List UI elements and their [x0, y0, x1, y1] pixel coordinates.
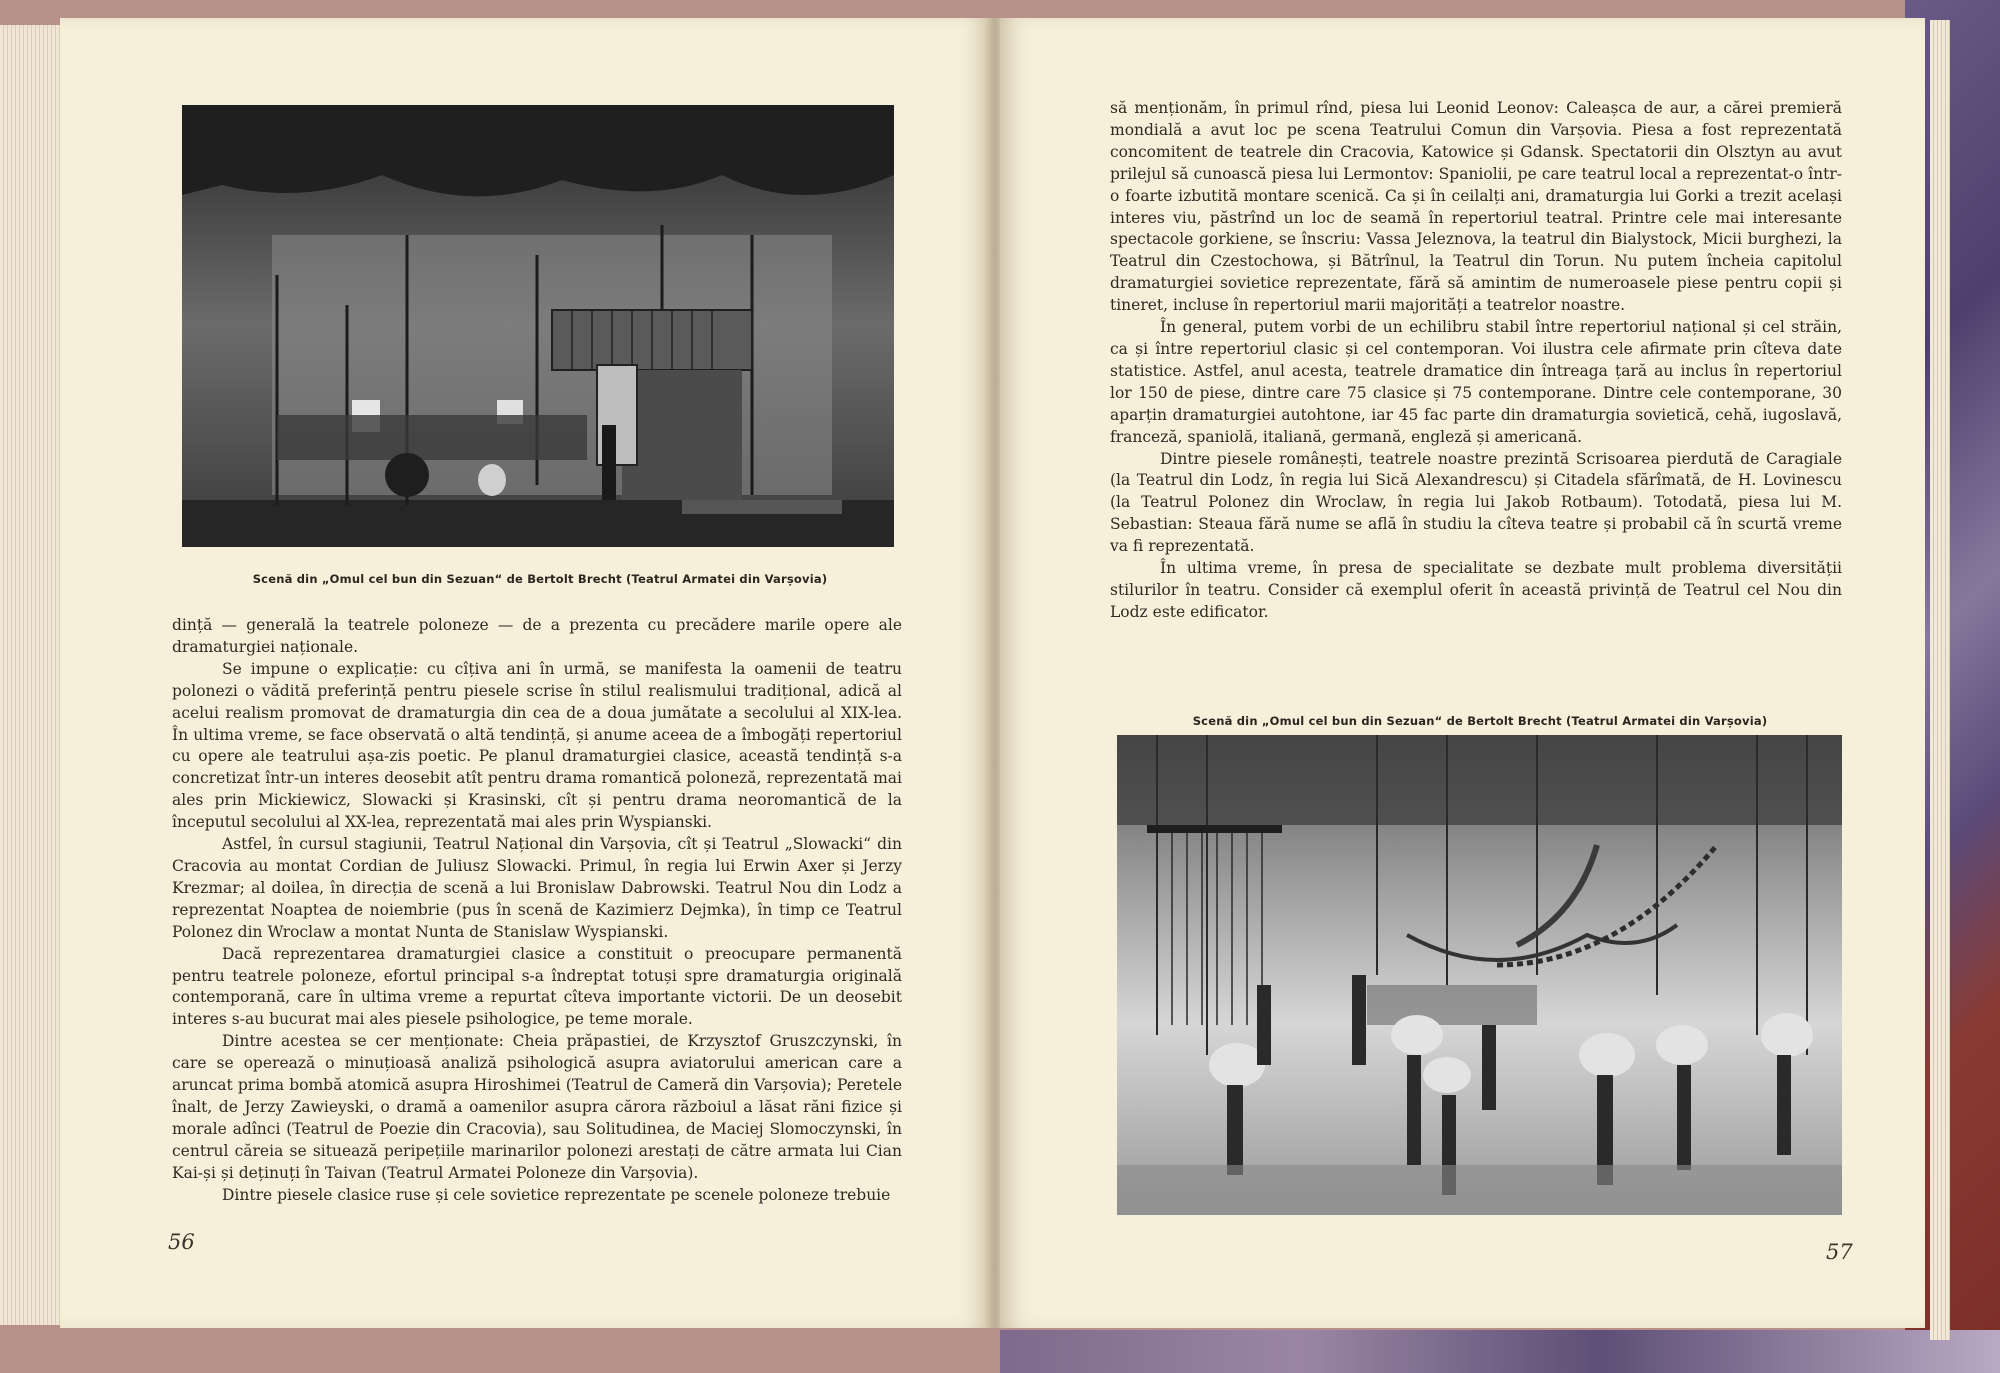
stage-photo-top: [182, 105, 894, 547]
cover-bottom-edge: [1000, 1330, 2000, 1373]
right-page-body: [1110, 98, 1842, 624]
paragraph: Dintre piesele românești, teatrele noastre prezintă Scrisoarea pierdută de Caragiale (la Teatrul din Lodz, în regia lui Sică Alexandrescu) și Citadela sfărîmată, de H. Lovinescu (la Teatrul Polonez din Wroclaw, în regia lui Jakob Rotbaum). Totodată, piesa lui M. Sebastian: Steaua fără nume se află în studiu la cîteva teatre și probabil că în scurtă vreme va fi reprezentată.: [1110, 449, 1842, 556]
paragraph: Dacă reprezentarea dramaturgiei clasice a constituit o preocupare permanentă pentru teatrele poloneze, efortul principal s-a îndreptat totuși spre dramaturgia originală contemporană, care în ultima vreme a repurtat cîteva importante victorii. De un deosebit interes s-au bucurat mai ales piesele psihologice, pe teme morale.: [172, 944, 902, 1029]
paragraph: Dintre piesele clasice ruse și cele sovietice reprezentate pe scenele poloneze trebuie: [222, 1185, 891, 1204]
paragraph: să menționăm, în primul rînd, piesa lui Leonid Leonov: Caleașca de aur, a cărei premieră mondială a avut loc pe scena Teatrului Comun din Varșovia. Piesa a fost reprezentată concomitent de teatrele din Cracovia, Katowice și Gdansk. Spectatorii din Olsztyn au avut prilejul să cunoască piesa lui Lermontov: Spaniolii, pe care teatrul local a reprezentat-o într-o foarte izbutită montare scenică. Ca și în ceilalți ani, dramaturgia lui Gorki a trezit același interes viu, păstrînd un loc de seamă în repertoriul teatral. Printre cele mai interesante spectacole gorkiene, se înscriu: Vassa Jeleznova, la teatrul din Bialystock, Micii burghezi, la Teatrul din Czestochowa, și Bătrînul, la Teatrul din Torun. Nu putem încheia capitolul dramaturgiei sovietice reprezentate, fără să amintim de numeroasele piese pentru copii și tineret, incluse în repertoriul marii majorități a teatrelor noastre.: [1110, 99, 1842, 315]
paragraph: dință — generală la teatrele poloneze — de a prezenta cu precădere marile opere ale dramaturgiei naționale.: [172, 616, 902, 656]
stage-photo-drawing: [1117, 735, 1842, 1215]
page-stack-left: [0, 25, 60, 1325]
right-page: [1000, 18, 1925, 1328]
left-page: [60, 18, 990, 1328]
page-number-right: 57: [1826, 1240, 1853, 1264]
paragraph: În general, putem vorbi de un echilibru stabil între repertoriul național și cel străin, ca și între repertoriul clasic și cel contemporan. Voi ilustra cele afirmate prin cîteva date statistice. Astfel, anul acesta, teatrele dramatice din întreaga țară au inclus în repertoriul lor 150 de piese, dintre care 75 clasice și 75 contemporane. Dintre cele contemporane, 30 aparțin dramaturgiei autohtone, iar 45 fac parte din dramaturgia sovietică, cehă, iugoslavă, franceză, spaniolă, italiană, germană, engleză și americană.: [1110, 318, 1842, 446]
paragraph: Dintre acestea se cer menționate: Cheia prăpastiei, de Krzysztof Gruszczynski, în care se operează o minuțioasă analiză psihologică asupra aviatorului american care a aruncat prima bombă atomică asupra Hiroshimei (Teatrul de Cameră din Varșovia); Peretele înalt, de Jerzy Zawieyski, o dramă a oamenilor asupra cărora războiul a lăsat răni fizice și morale adînci (Teatrul de Poezie din Cracovia), sau Solitudinea, de Maciej Slomoczynski, în centrul căreia se situează peripețiile marinarilor polonezi arestați de către armata lui Cian Kai-și și deținuți în Taivan (Teatrul Armatei Poloneze din Varșovia).: [172, 1032, 902, 1182]
paragraph: Se impune o explicație: cu cîțiva ani în urmă, se manifesta la oamenii de teatru polonezi o vădită preferință pentru piesele scrise în stilul realismului tradițional, adică al acelui realism promovat de dramaturgia din cea de a doua jumătate a secolului al XIX-lea. În ultima vreme, se face observată o altă tendință, și anume aceea de a îmbogăți repertoriul cu opere ale teatrului așa-zis poetic. Pe planul dramaturgiei clasice, această tendință s-a concretizat într-un interes deosebit atît pentru drama romantică poloneză, reprezentată mai ales prin Mickiewicz, Slowacki și Krasinski, cît și pentru drama neoromantică de la începutul secolului al XX-lea, reprezentată mai ales prin Wyspianski.: [172, 659, 902, 832]
page-stack-right: [1930, 20, 1950, 1340]
stage-photo-bottom: [1117, 735, 1842, 1215]
photo-caption-bottom: Scenă din „Omul cel bun din Sezuan“ de Bertolt Brecht (Teatrul Armatei din Varșovia): [1192, 714, 1768, 728]
paragraph: În ultima vreme, în presa de specialitate se dezbate mult problema diversității stilurilor în teatru. Consider că exemplul oferit în această privință de Teatrul cel Nou din Lodz este edificator.: [1110, 559, 1842, 621]
stage-photo-drawing: [182, 105, 894, 547]
page-number-left: 56: [168, 1230, 195, 1254]
left-page-body: [172, 615, 902, 1206]
paragraph: Astfel, în cursul stagiunii, Teatrul Național din Varșovia, cît și Teatrul „Slowacki“ din Cracovia au montat Cordian de Juliusz Slowacki. Primul, în regia lui Erwin Axer și Jerzy Krezmar; al doilea, în direcția de scenă a lui Bronislaw Dabrowski. Teatrul Nou din Lodz a reprezentat Noaptea de noiembrie (pus în scenă de Kazimierz Dejmka), în timp ce Teatrul Polonez din Wroclaw a montat Nunta de Stanislaw Wyspianski.: [172, 835, 902, 941]
photo-caption-top: Scenă din „Omul cel bun din Sezuan“ de Bertolt Brecht (Teatrul Armatei din Varșovia): [252, 572, 828, 586]
